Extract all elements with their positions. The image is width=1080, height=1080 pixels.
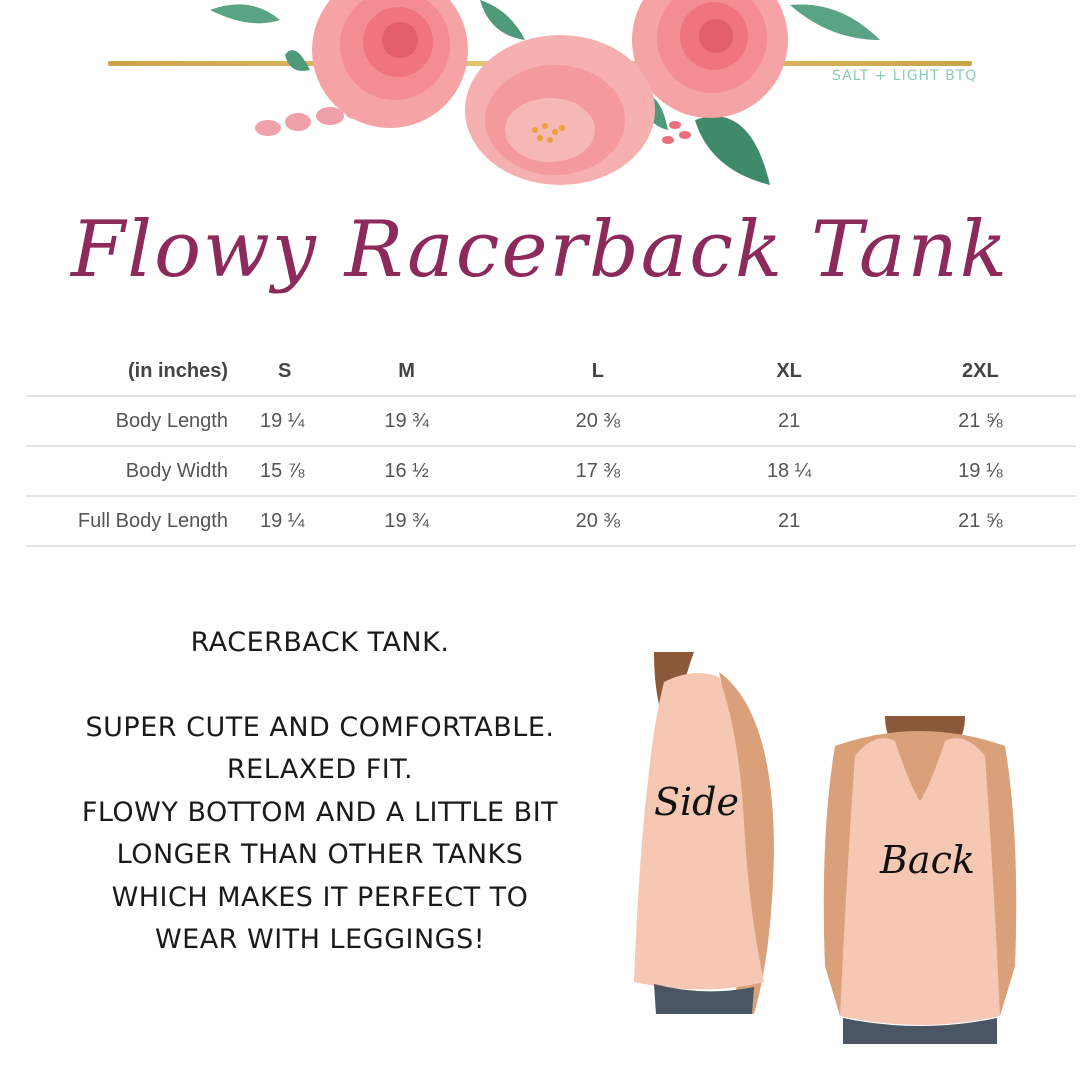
rose-center	[465, 35, 655, 185]
side-photo-label: Side	[654, 780, 739, 824]
table-cell: 16 ½	[311, 446, 502, 496]
product-description	[40, 622, 600, 962]
description-line: LONGER THAN OTHER TANKS	[116, 839, 524, 870]
table-cell: 18 ¼	[694, 446, 885, 496]
table-cell: 17 ⅜	[502, 446, 693, 496]
row-label: Body Length	[26, 396, 256, 446]
table-cell: 20 ⅜	[502, 496, 693, 546]
floral-header-illustration	[190, 0, 910, 200]
table-cell: 21	[694, 396, 885, 446]
table-row	[26, 446, 1076, 496]
row-label: Full Body Length	[26, 496, 256, 546]
leaf-icon	[695, 116, 770, 185]
table-cell: 19 ⅛	[885, 446, 1076, 496]
description-line: WHICH MAKES IT PERFECT TO	[111, 881, 529, 913]
size-header-m: M	[398, 360, 415, 382]
description-line: WEAR WITH LEGGINGS!	[154, 924, 486, 955]
table-cell: 19 ¼	[256, 496, 311, 546]
table-cell: 19 ¼	[256, 396, 311, 446]
leaf-icon	[285, 50, 310, 71]
tank-side-photo	[624, 652, 782, 1014]
back-photo-label: Back	[880, 838, 975, 882]
table-row	[26, 396, 1076, 446]
size-chart-table	[26, 348, 1076, 547]
table-cell: 19 ¾	[311, 396, 502, 446]
description-line: SUPER CUTE AND COMFORTABLE.	[85, 711, 555, 743]
description-line: RELAXED FIT.	[226, 754, 414, 785]
leaf-icon	[790, 4, 880, 40]
size-header-l: L	[591, 360, 604, 382]
size-chart-header-row	[26, 348, 1076, 396]
leaf-icon	[480, 0, 525, 40]
table-cell: 21	[694, 496, 885, 546]
table-cell: 21 ⅝	[885, 496, 1076, 546]
table-cell: 15 ⅞	[256, 446, 311, 496]
page-title: Flowy Racerback Tank	[71, 205, 1009, 295]
table-row	[26, 496, 1076, 546]
table-cell: 19 ¾	[311, 496, 502, 546]
brand-logo-text: SALT + LIGHT BTQ	[832, 68, 978, 84]
size-header-s: S	[278, 360, 292, 382]
description-line: FLOWY BOTTOM AND A LITTLE BIT	[81, 796, 559, 828]
table-cell: 20 ⅜	[502, 396, 693, 446]
size-header-2xl: 2XL	[962, 360, 999, 382]
description-intro: RACERBACK TANK.	[190, 627, 450, 658]
row-label: Body Width	[26, 446, 256, 496]
leaf-icon	[210, 4, 280, 23]
unit-label: (in inches)	[127, 360, 228, 382]
size-header-xl: XL	[776, 360, 802, 382]
table-cell: 21 ⅝	[885, 396, 1076, 446]
